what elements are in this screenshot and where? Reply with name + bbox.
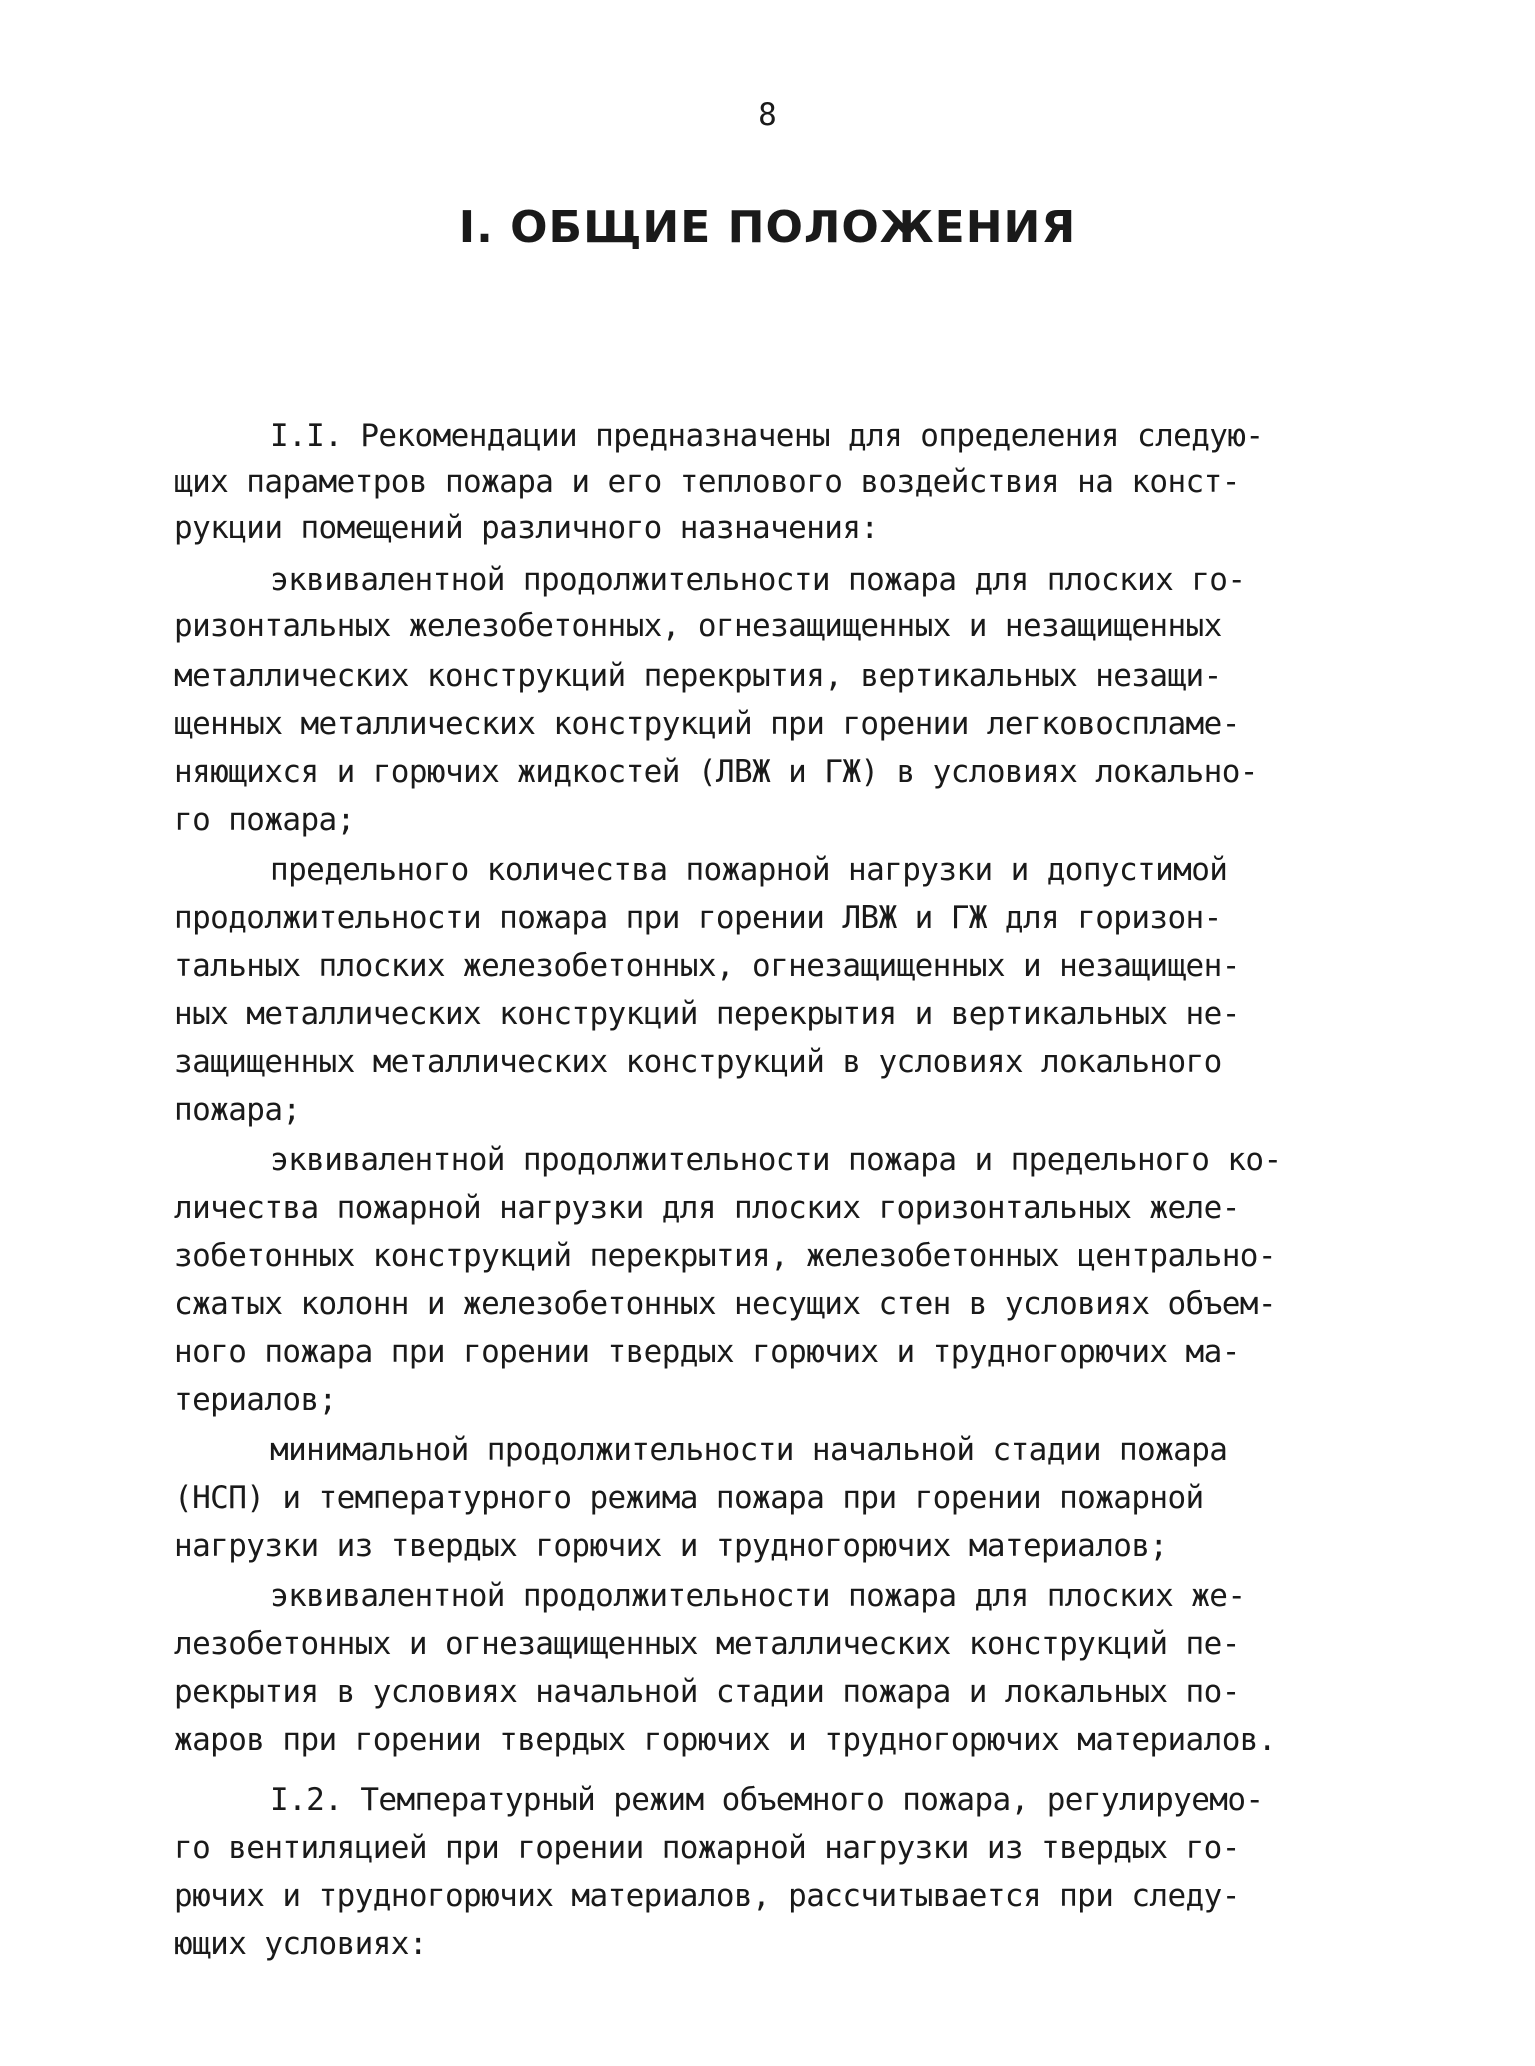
text-line: продолжительности пожара при горении ЛВЖ и ГЖ для горизон- — [174, 900, 1222, 936]
text-line: териалов; — [174, 1382, 337, 1418]
text-line: щих параметров пожара и его теплового воздействия на конст- — [174, 464, 1240, 500]
text-line: ных металлических конструкций перекрытия и вертикальных не- — [174, 996, 1240, 1032]
text-line: рукции помещений различного назначения: — [174, 510, 879, 546]
text-line: металлических конструкций перекрытия, вертикальных незащи- — [174, 658, 1222, 694]
text-line: рекрытия в условиях начальной стадии пожара и локальных по- — [174, 1674, 1240, 1710]
text-line: рючих и трудногорючих материалов, рассчитывается при следу- — [174, 1878, 1240, 1914]
text-line: эквивалентной продолжительности пожара для плоских го- — [270, 562, 1246, 598]
text-line: няющихся и горючих жидкостей (ЛВЖ и ГЖ) в условиях локально- — [174, 754, 1258, 790]
text-line: эквивалентной продолжительности пожара и предельного ко- — [270, 1142, 1282, 1178]
section-heading: I. ОБЩИЕ ПОЛОЖЕНИЯ — [458, 202, 1077, 253]
text-line: нагрузки из твердых горючих и трудногорючих материалов; — [174, 1528, 1168, 1564]
text-line: жаров при горении твердых горючих и трудногорючих материалов. — [174, 1722, 1276, 1758]
text-line: го вентиляцией при горении пожарной нагрузки из твердых го- — [174, 1830, 1240, 1866]
text-line: I.I. Рекомендации предназначены для определения следую- — [270, 418, 1264, 454]
text-line: минимальной продолжительности начальной стадии пожара — [270, 1432, 1228, 1468]
text-line: эквивалентной продолжительности пожара для плоских же- — [270, 1578, 1246, 1614]
text-line: ризонтальных железобетонных, огнезащищенных и незащищенных — [174, 608, 1222, 644]
text-line: защищенных металлических конструкций в условиях локального — [174, 1044, 1222, 1080]
text-line: зобетонных конструкций перекрытия, железобетонных центрально- — [174, 1238, 1276, 1274]
text-line: I.2. Температурный режим объемного пожара, регулируемо- — [270, 1782, 1264, 1818]
text-line: лезобетонных и огнезащищенных металлических конструкций пе- — [174, 1626, 1240, 1662]
page-number: 8 — [758, 97, 777, 133]
text-line: ющих условиях: — [174, 1926, 427, 1962]
text-line: предельного количества пожарной нагрузки и допустимой — [270, 852, 1228, 888]
text-line: личества пожарной нагрузки для плоских горизонтальных желе- — [174, 1190, 1240, 1226]
text-line: го пожара; — [174, 802, 355, 838]
text-line: ного пожара при горении твердых горючих и трудногорючих ма- — [174, 1334, 1240, 1370]
text-line: (НСП) и температурного режима пожара при горении пожарной — [174, 1480, 1204, 1516]
text-line: щенных металлических конструкций при горении легковоспламе- — [174, 706, 1240, 742]
text-line: тальных плоских железобетонных, огнезащищенных и незащищен- — [174, 948, 1240, 984]
text-line: сжатых колонн и железобетонных несущих стен в условиях объем- — [174, 1286, 1276, 1322]
text-line: пожара; — [174, 1092, 301, 1128]
